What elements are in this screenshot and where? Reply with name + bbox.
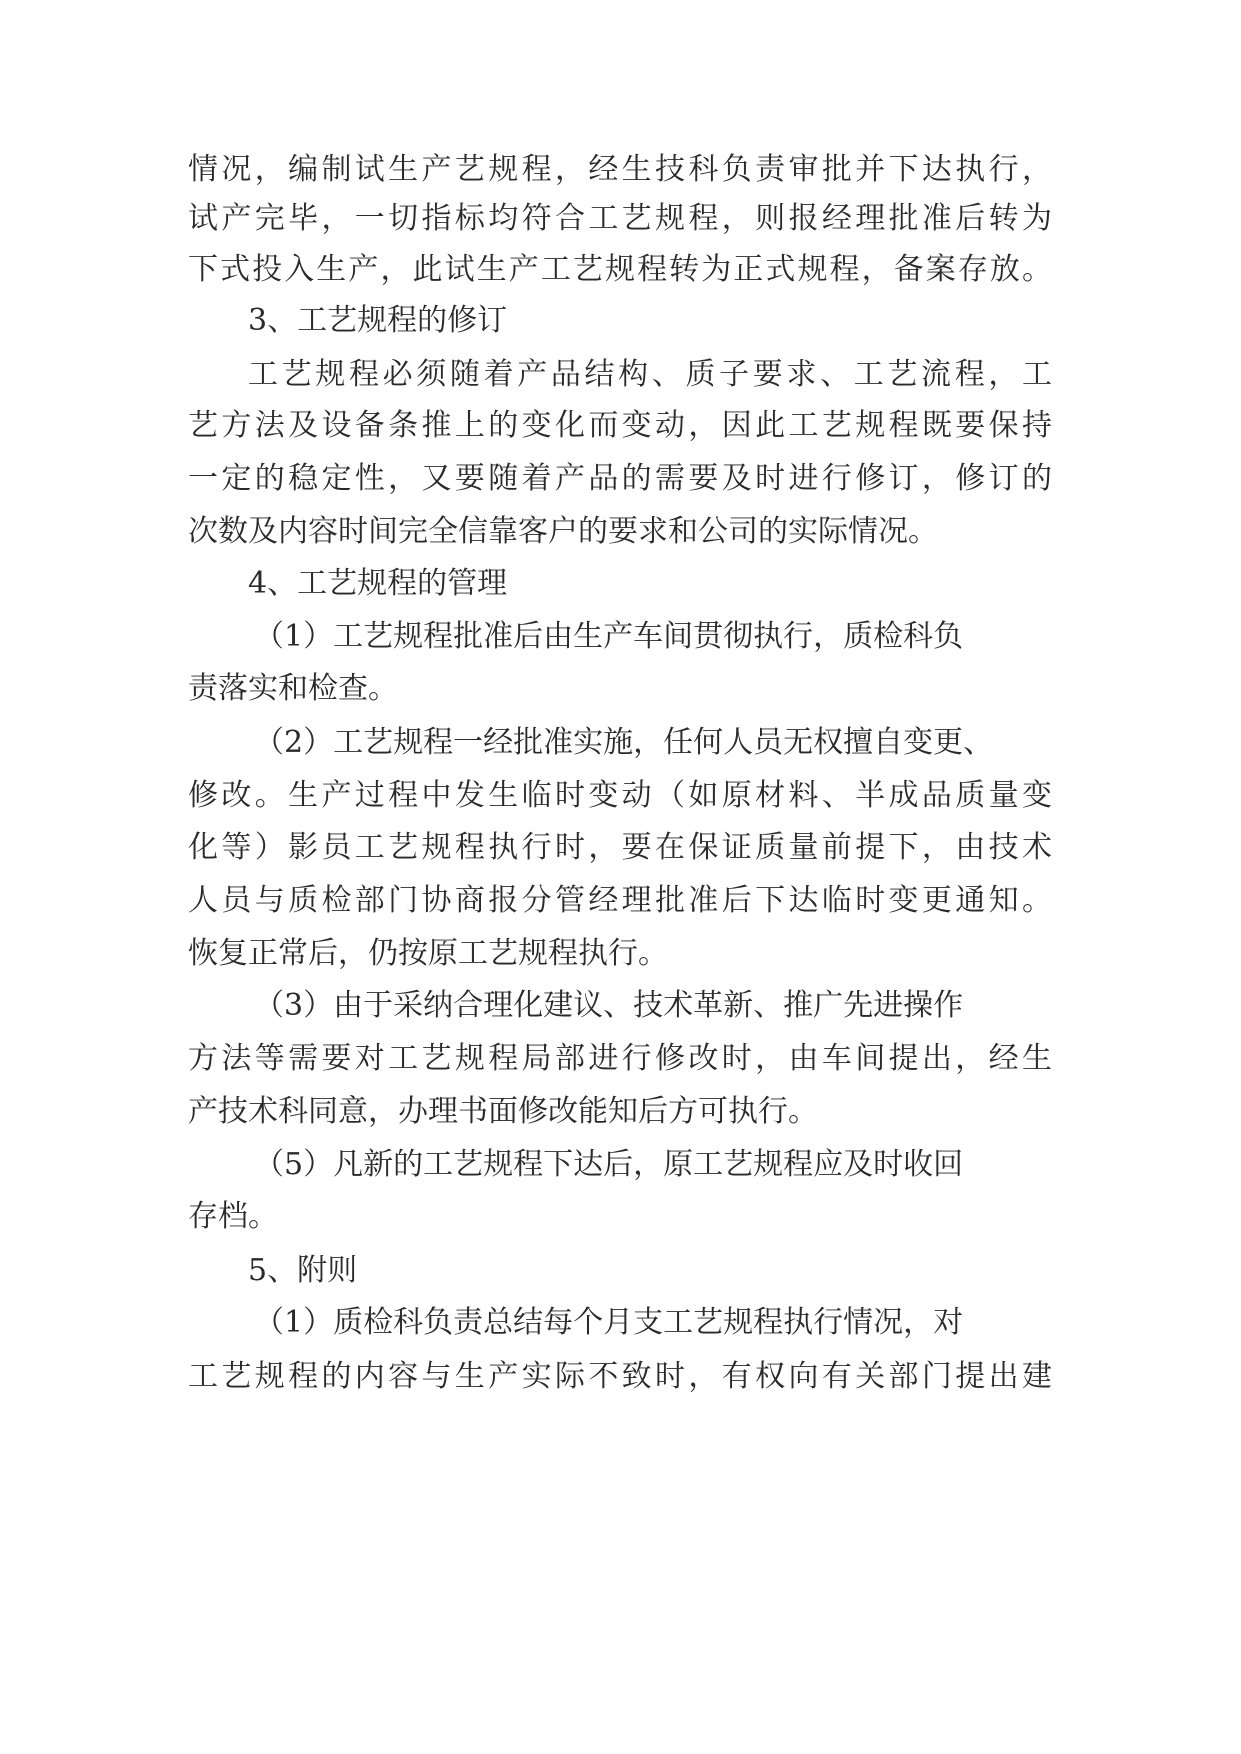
paragraph-line: 责落实和检查。 (188, 671, 398, 706)
paragraph-line: 产技术科同意，办理书面修改能知后方可执行。 (188, 1094, 818, 1129)
paragraph-line: 次数及内容时间完全信靠客户的要求和公司的实际情况。 (188, 514, 938, 549)
paragraph-line: （1）质检科负责总结每个月支工艺规程执行情况，对 (254, 1305, 964, 1340)
paragraph-line: 情况，编制试生产艺规程，经生技科负责审批并下达执行， (188, 152, 1052, 187)
paragraph-line: （2）工艺规程一经批准实施，任何人员无权擅自变更、 (254, 725, 994, 760)
paragraph-line: 人员与质检部门协商报分管经理批准后下达临时变更通知。 (188, 883, 1052, 918)
paragraph-line: 恢复正常后，仍按原工艺规程执行。 (188, 936, 668, 971)
paragraph-line: （1）工艺规程批准后由生产车间贯彻执行，质检科负 (254, 619, 964, 654)
paragraph-line: （3）由于采纳合理化建议、技术革新、推广先进操作 (254, 988, 964, 1023)
paragraph-line: 工艺规程必须随着产品结构、质子要求、工艺流程，工 (248, 357, 1052, 392)
section-heading: 5、附则 (248, 1253, 358, 1288)
paragraph-line: 化等）影员工艺规程执行时，要在保证质量前提下，由技术 (188, 830, 1052, 865)
paragraph-line: 试产完毕，一切指标均符合工艺规程，则报经理批准后转为 (188, 201, 1052, 236)
paragraph-line: 艺方法及设备条推上的变化而变动，因此工艺规程既要保持 (188, 408, 1052, 443)
paragraph-line: 方法等需要对工艺规程局部进行修改时，由车间提出，经生 (188, 1041, 1052, 1076)
paragraph-line: 下式投入生产，此试生产工艺规程转为正式规程，备案存放。 (188, 252, 1052, 287)
paragraph-line: 工艺规程的内容与生产实际不致时，有权向有关部门提出建 (188, 1359, 1052, 1394)
paragraph-line: 存档。 (188, 1199, 278, 1234)
section-heading: 4、工艺规程的管理 (248, 566, 508, 601)
section-heading: 3、工艺规程的修订 (248, 303, 508, 338)
paragraph-line: 一定的稳定性，又要随着产品的需要及时进行修订，修订的 (188, 461, 1052, 496)
paragraph-line: （5）凡新的工艺规程下达后，原工艺规程应及时收回 (254, 1147, 964, 1182)
paragraph-line: 修改。生产过程中发生临时变动（如原材料、半成品质量变 (188, 778, 1052, 813)
